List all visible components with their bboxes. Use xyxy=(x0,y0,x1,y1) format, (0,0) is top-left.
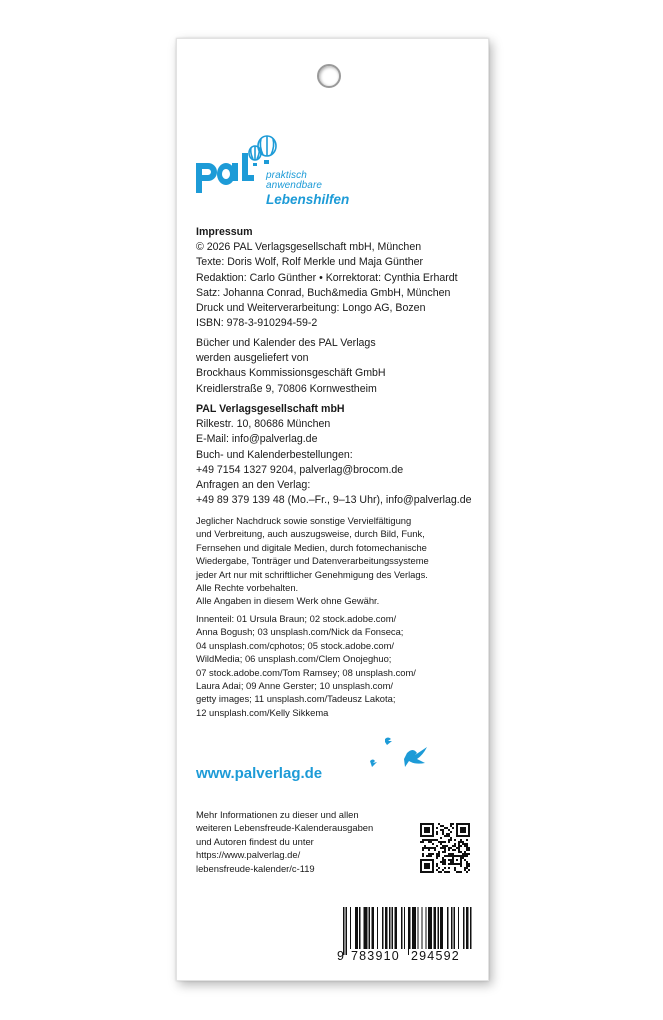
barcode-bars xyxy=(337,907,473,955)
distribution-line: Kreidlerstraße 9, 70806 Kornwestheim xyxy=(196,382,377,395)
publisher-section xyxy=(196,402,486,508)
barcode-lead-digit: 9 xyxy=(337,949,344,963)
punch-hole xyxy=(317,64,341,88)
impressum-line: Redaktion: Carlo Günther • Korrektorat: Cynthia Erhardt xyxy=(196,271,458,284)
impressum-line: Satz: Johanna Conrad, Buch&media GmbH, München xyxy=(196,286,451,299)
rights-line: jeder Art nur mit schriftlicher Genehmigung des Verlags. xyxy=(196,568,428,580)
distribution-line: werden ausgeliefert von xyxy=(196,352,309,365)
publisher-line: +49 7154 1327 9204, palverlag@brocom.de xyxy=(196,463,404,476)
distribution-section xyxy=(196,336,486,397)
more-info-section xyxy=(196,808,406,875)
rights-line: Alle Rechte vorbehalten. xyxy=(196,582,299,594)
impressum-line: ISBN: 978-3-910294-59-2 xyxy=(196,317,318,330)
credits-line: 07 stock.adobe.com/Tom Ramsey; 08 unsplash.com/ xyxy=(196,666,416,678)
rights-line: Jeglicher Nachdruck sowie sonstige Vervielfältigung xyxy=(196,515,412,526)
more-info-line: weiteren Lebensfreude-Kalenderausgaben xyxy=(196,822,374,834)
more-info-line: und Autoren findest du unter xyxy=(196,835,314,847)
credits-line: 12 unsplash.com/Kelly Sikkema xyxy=(196,706,329,718)
rights-line: Fernsehen und digitale Medien, durch fotomechanische xyxy=(196,541,427,553)
credits-line: Innenteil: 01 Ursula Braun; 02 stock.adobe.com/ xyxy=(196,613,397,624)
barcode-group1: 783910 xyxy=(351,949,400,963)
credits-line: 04 unsplash.com/cphotos; 05 stock.adobe.com/ xyxy=(196,639,395,651)
bookmark-card xyxy=(176,38,489,981)
publisher-line: Rilkestr. 10, 80686 München xyxy=(196,418,331,431)
distribution-line: Brockhaus Kommissionsgeschäft GmbH xyxy=(196,367,386,380)
more-info-url[interactable]: lebensfreude-kalender/c-119 xyxy=(196,862,315,874)
credits-line: getty images; 11 unsplash.com/Tadeusz Lakota; xyxy=(196,693,396,705)
birds-icon xyxy=(367,735,447,775)
publisher-line: E-Mail: info@palverlag.de xyxy=(196,433,318,446)
credits-section xyxy=(196,612,486,719)
tagline-line1: praktisch anwendbare xyxy=(266,170,323,191)
distribution-line: Bücher und Kalender des PAL Verlags xyxy=(196,337,376,349)
publisher-name: PAL Verlagsgesellschaft mbH xyxy=(196,403,345,415)
tagline-line2: Lebenshilfen xyxy=(266,192,350,207)
publisher-line: Anfragen an den Verlag: xyxy=(196,479,311,492)
impressum-heading: Impressum xyxy=(196,226,253,238)
isbn-barcode xyxy=(337,907,473,967)
website-link[interactable]: www.palverlag.de xyxy=(196,765,323,782)
rights-line: Wiedergabe, Tonträger und Datenverarbeitungssysteme xyxy=(196,555,429,567)
impressum-line: © 2026 PAL Verlagsgesellschaft mbH, München xyxy=(196,241,422,254)
rights-section xyxy=(196,514,486,608)
credits-line: Anna Bogush; 03 unsplash.com/Nick da Fonseca; xyxy=(196,626,404,638)
impressum-section xyxy=(196,225,486,331)
logo-tagline xyxy=(266,171,364,207)
publisher-line: Buch- und Kalenderbestellungen: xyxy=(196,448,353,461)
credits-line: Laura Adai; 09 Anne Gerster; 10 unsplash.com/ xyxy=(196,680,393,692)
impressum-line: Texte: Doris Wolf, Rolf Merkle und Maja Günther xyxy=(196,256,424,269)
barcode-group2: 294592 xyxy=(411,949,460,963)
credits-line: WildMedia; 06 unsplash.com/Clem Onojeghuo; xyxy=(196,653,392,665)
more-info-line: Mehr Informationen zu dieser und allen xyxy=(196,809,359,820)
pal-logo xyxy=(194,135,364,205)
rights-line: und Verbreitung, auch auszugsweise, durch Bild, Funk, xyxy=(196,528,425,540)
publisher-line: +49 89 379 139 48 (Mo.–Fr., 9–13 Uhr), info@palverlag.de xyxy=(196,494,472,507)
balloons-icon xyxy=(244,135,280,175)
qr-code-icon[interactable] xyxy=(420,823,470,873)
impressum-line: Druck und Weiterverarbeitung: Longo AG, Bozen xyxy=(196,302,426,315)
rights-line: Alle Angaben in diesem Werk ohne Gewähr. xyxy=(196,595,380,607)
more-info-url[interactable]: https://www.palverlag.de/ xyxy=(196,849,301,861)
